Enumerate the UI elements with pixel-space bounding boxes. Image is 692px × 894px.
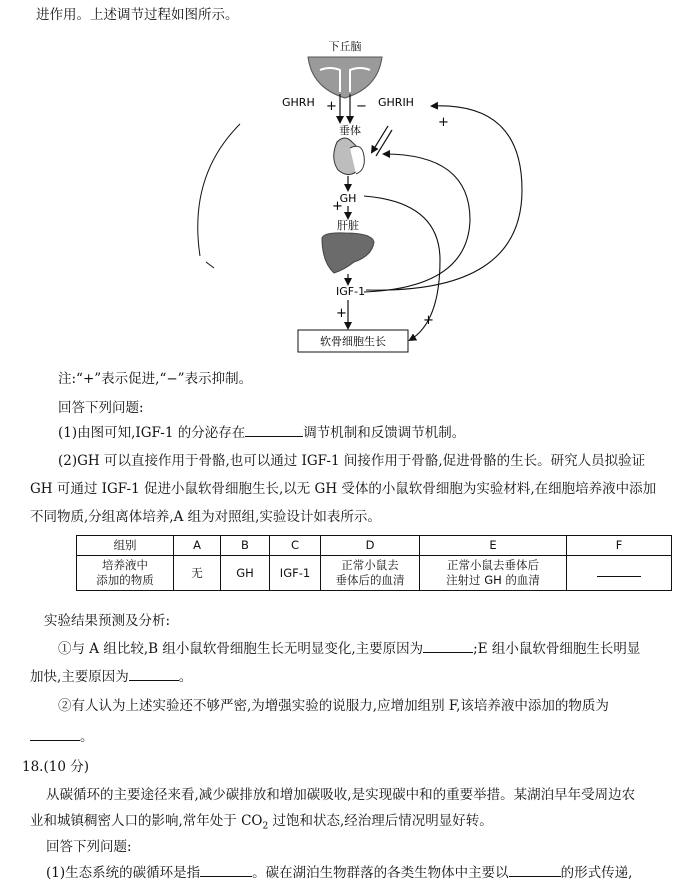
- cell-c: IGF-1: [270, 556, 321, 591]
- table-header-row: [77, 536, 672, 556]
- ghrh-plus-sign: +: [326, 99, 337, 114]
- result-1-line-2: [30, 668, 192, 686]
- question-18-p2-after: 过饱和状态,经治理后情况明显好转。: [268, 813, 493, 829]
- left-curve-tick: [206, 262, 214, 268]
- header-cell: 组别: [77, 536, 174, 556]
- cell-f[interactable]: [567, 556, 672, 591]
- experiment-table: [76, 535, 672, 591]
- question-18-q1-a: (1)生态系统的碳循环是指: [46, 865, 201, 881]
- result-1-part-2: ;E 组小鼠软骨细胞生长明显: [473, 641, 641, 657]
- result-2-blank[interactable]: [30, 728, 80, 741]
- liver-label: 肝脏: [337, 219, 359, 232]
- ghrih-minus-sign: −: [356, 99, 367, 114]
- cell-e-line-1: 正常小鼠去垂体后: [447, 558, 539, 572]
- result-1-blank-2[interactable]: [129, 668, 179, 681]
- gh-regulation-diagram: [0, 30, 692, 360]
- row-label-cell: [77, 556, 174, 591]
- ghrh-label: GHRH: [282, 96, 315, 109]
- cell-e-line-2: 注射过 GH 的血清: [446, 573, 540, 587]
- hypothalamus-shape: [308, 57, 382, 98]
- result-1-line-2-text: 加快,主要原因为: [30, 669, 129, 685]
- question-18-q1: [46, 864, 632, 882]
- question-18-q1-b: 。碳在湖泊生物群落的各类生物体中主要以: [252, 865, 509, 881]
- question-18-q1-blank-1[interactable]: [200, 864, 252, 877]
- header-cell: C: [270, 536, 321, 556]
- result-2-line-2: [30, 728, 94, 746]
- question-18-q1-blank-2[interactable]: [509, 864, 561, 877]
- diagram-note: 注:“+”表示促进,“−”表示抑制。: [58, 371, 253, 387]
- header-cell: B: [221, 536, 270, 556]
- ghrih-label: GHRIH: [378, 96, 414, 109]
- result-1-end: 。: [178, 669, 193, 685]
- question-18-header: 18.(10 分): [22, 759, 89, 775]
- header-cell: D: [321, 536, 420, 556]
- question-1-before: (1)由图可知,IGF-1 的分泌存在: [58, 425, 246, 441]
- cell-d-line-1: 正常小鼠去: [341, 558, 399, 572]
- question-2-line-3: 不同物质,分组离体培养,A 组为对照组,实验设计如表所示。: [30, 509, 381, 525]
- result-1-blank-1[interactable]: [423, 640, 473, 653]
- question-1: [58, 424, 465, 442]
- ghrih-inhibit-arrow-shadow: [376, 130, 392, 156]
- result-2-line-1: ②有人认为上述实验还不够严密,为增强实验的说服力,应增加组别 F,该培养液中添加的物质为: [58, 698, 609, 714]
- question-18-prompt: 回答下列问题:: [46, 839, 132, 855]
- answer-prompt: 回答下列问题:: [58, 400, 144, 416]
- header-cell: F: [567, 536, 672, 556]
- cell-f-blank[interactable]: [597, 565, 641, 577]
- row-label-line-2: 添加的物质: [96, 573, 154, 587]
- header-cell: E: [420, 536, 567, 556]
- table-row: [77, 556, 672, 591]
- row-label-line-1: 培养液中: [102, 558, 148, 572]
- pituitary-label: 垂体: [339, 124, 361, 137]
- ghrih-inhibit-arrow: [372, 126, 388, 152]
- question-2-line-1: (2)GH 可以直接作用于骨骼,也可以通过 IGF-1 间接作用于骨骼,促进骨骼的生长。研究人员拟验证: [58, 453, 646, 469]
- igf1-label: IGF-1: [336, 285, 366, 298]
- result-1-line-1: [58, 640, 640, 658]
- question-1-blank[interactable]: [245, 424, 303, 437]
- question-18-p2-before: 业和城镇稠密人口的影响,常年处于 CO: [30, 813, 263, 829]
- left-curve-arc: [198, 124, 240, 256]
- result-2-end: 。: [80, 729, 94, 745]
- results-title: 实验结果预测及分析:: [44, 613, 171, 629]
- liver-shape: [322, 233, 374, 273]
- ghrih-feedback-plus-sign: +: [438, 115, 449, 130]
- cell-b: GH: [221, 556, 270, 591]
- cartilage-label: 软骨细胞生长: [320, 335, 386, 348]
- cell-a: 无: [174, 556, 221, 591]
- question-18-q1-c: 的形式传递,: [560, 865, 633, 881]
- gh-plus-sign: +: [332, 199, 343, 214]
- header-cell: A: [174, 536, 221, 556]
- question-18-paragraph-2: [30, 812, 493, 836]
- question-1-after: 调节机制和反馈调节机制。: [303, 425, 466, 441]
- question-18-paragraph-1: 从碳循环的主要途径来看,减少碳排放和增加碳吸收,是实现碳中和的重要举措。某湖泊早年受周边农: [46, 787, 636, 803]
- igf1-plus-sign: +: [336, 306, 347, 321]
- gh-cartilage-plus-sign: +: [423, 313, 434, 328]
- question-2-line-2: GH 可通过 IGF-1 促进小鼠软骨细胞生长,以无 GH 受体的小鼠软骨细胞为实验材料,在细胞培养液中添加: [30, 481, 657, 497]
- hypothalamus-label: 下丘脑: [328, 40, 362, 53]
- intro-line: 进作用。上述调节过程如图所示。: [36, 7, 239, 23]
- cell-d: [321, 556, 420, 591]
- gh-label: GH: [339, 192, 357, 205]
- result-1-part-1: ①与 A 组比较,B 组小鼠软骨细胞生长无明显变化,主要原因为: [58, 641, 424, 657]
- cell-d-line-2: 垂体后的血清: [335, 573, 405, 587]
- cell-e: [420, 556, 567, 591]
- co2-subscript: 2: [262, 821, 269, 832]
- igf1-to-pituitary-feedback: [364, 154, 470, 292]
